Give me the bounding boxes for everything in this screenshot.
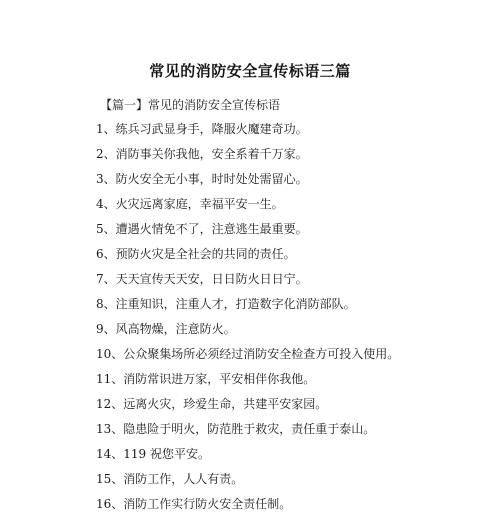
slogan-line-9: 9、风高物燥，注意防火。 xyxy=(96,322,236,336)
slogan-line-10: 10、公众聚集场所必须经过消防安全检查方可投入使用。 xyxy=(96,347,400,361)
slogan-line-7: 7、天天宣传天天安，日日防火日日宁。 xyxy=(96,272,308,286)
slogan-line-2: 2、消防事关你我他，安全系着千万家。 xyxy=(96,147,308,161)
slogan-line-15: 15、消防工作，人人有责。 xyxy=(96,472,244,486)
slogan-line-3: 3、防火安全无小事，时时处处需留心。 xyxy=(96,172,308,186)
slogan-line-11: 11、消防常识进万家，平安相伴你我他。 xyxy=(96,372,316,386)
slogan-line-1: 1、练兵习武显身手，降服火魔建奇功。 xyxy=(96,122,308,136)
slogan-line-16: 16、消防工作实行防火安全责任制。 xyxy=(96,497,292,511)
document-title: 常见的消防安全宣传标语三篇 xyxy=(149,62,351,80)
slogan-line-4: 4、火灾远离家庭，幸福平安一生。 xyxy=(96,197,284,211)
slogan-line-8: 8、注重知识，注重人才，打造数字化消防部队。 xyxy=(96,297,356,311)
slogan-line-6: 6、预防火灾是全社会的共同的责任。 xyxy=(96,247,296,261)
slogan-line-13: 13、隐患险于明火，防范胜于救灾，责任重于泰山。 xyxy=(96,422,376,436)
section-heading: 【篇一】常见的消防安全宣传标语 xyxy=(100,98,281,112)
slogan-line-5: 5、遭遇火情免不了，注意逃生最重要。 xyxy=(96,222,308,236)
slogan-line-12: 12、远离火灾，珍爱生命，共建平安家园。 xyxy=(96,397,328,411)
slogan-line-14: 14、119 祝您平安。 xyxy=(96,447,210,461)
